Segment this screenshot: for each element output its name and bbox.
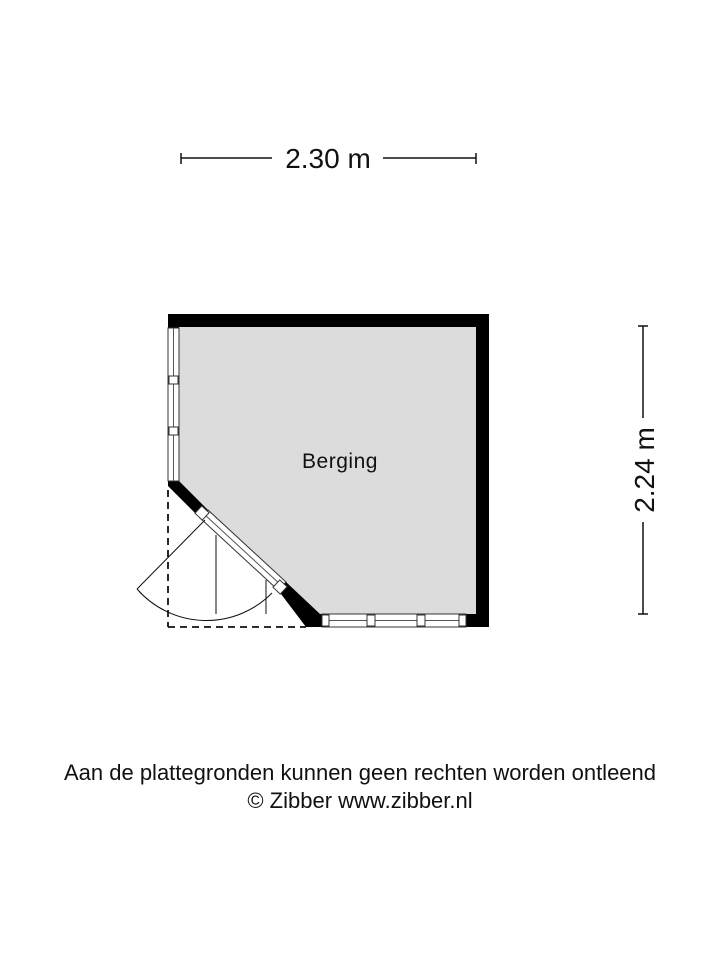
wall-right	[476, 314, 489, 627]
footer-copyright: © Zibber www.zibber.nl	[247, 788, 473, 813]
wall-left-top	[168, 314, 179, 328]
width-label: 2.30 m	[285, 143, 371, 174]
footer-disclaimer: Aan de plattegronden kunnen geen rechten worden ontleend	[63, 760, 657, 785]
room-label: Berging	[302, 450, 378, 473]
wall-bottom-right	[466, 614, 478, 627]
depth-label: 2.24 m	[629, 427, 660, 513]
wall-bottom-left	[306, 614, 322, 627]
window-left	[168, 328, 179, 481]
depth-dimension	[629, 326, 660, 614]
window-bottom	[322, 614, 466, 627]
wall-top	[168, 314, 489, 327]
width-dimension	[181, 143, 476, 174]
